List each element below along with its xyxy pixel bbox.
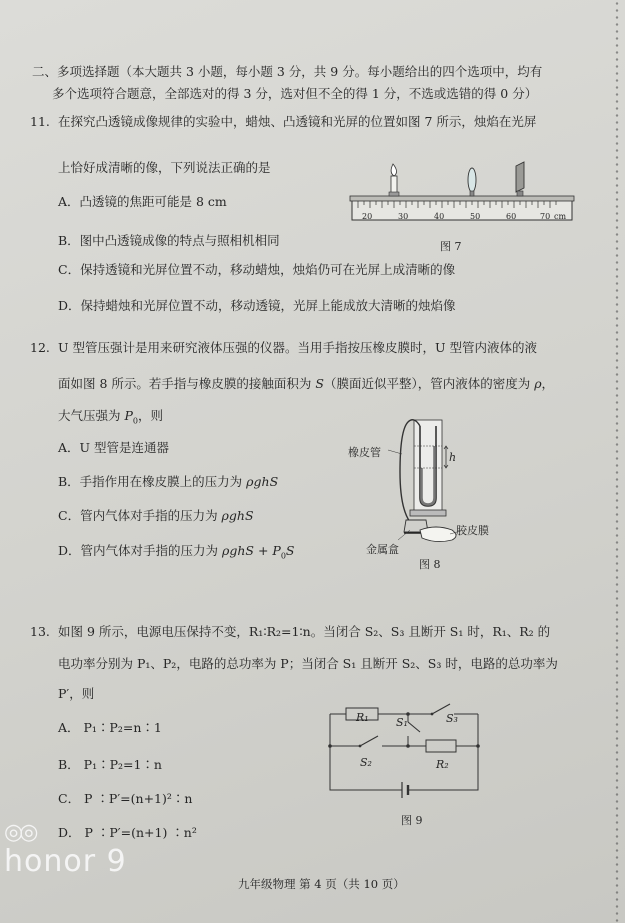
q12-stem-line2: 面如图 8 所示。若手指与橡皮膜的接触面积为 S（膜面近似平整），管内液体的密度为 ρ， bbox=[58, 376, 555, 391]
q12-option-a: A．U 型管是连通器 bbox=[58, 440, 170, 455]
screen-icon bbox=[516, 162, 524, 196]
label-rubber-tube: 橡皮管 bbox=[348, 446, 381, 459]
figure-9-caption: 图 9 bbox=[401, 814, 423, 827]
q13-stem-line1: 如图 9 所示，电源电压保持不变，R₁∶R₂=1∶n。当闭合 S₂、S₃ 且断开 S₁ 时，R₁、R₂ 的 bbox=[58, 624, 551, 639]
bench-tick-60: 60 bbox=[506, 212, 517, 221]
label-membrane: 胶皮膜 bbox=[456, 524, 489, 537]
bench-tick-20: 20 bbox=[362, 212, 373, 221]
q13-stem-line2: 电功率分别为 P₁、P₂，电路的总功率为 P；当闭合 S₁ 且断开 S₂、S₃ 时，电路的总功率为 bbox=[58, 656, 558, 671]
bench-tick-50: 50 bbox=[470, 212, 481, 221]
watermark-rings-icon: ◎◎ bbox=[4, 820, 35, 845]
camera-watermark bbox=[4, 820, 127, 878]
q11-option-d: D．保持蜡烛和光屏位置不动，移动透镜，光屏上能成放大清晰的烛焰像 bbox=[58, 298, 456, 313]
page-footer: 九年级物理 第 4 页（共 10 页） bbox=[238, 877, 405, 891]
label-h: h bbox=[449, 451, 457, 464]
figure-7-caption: 图 7 bbox=[440, 240, 462, 253]
q11-stem-line2: 上恰好成清晰的像，下列说法正确的是 bbox=[58, 160, 271, 175]
q12-option-d: D．管内气体对手指的压力为 $\rho ghS + P_0S$ bbox=[58, 543, 295, 561]
q13-stem-line3: P′，则 bbox=[58, 686, 95, 701]
q12-option-c: C．管内气体对手指的压力为 ρghS bbox=[58, 508, 254, 523]
circuit-label-s1: S₁ bbox=[396, 716, 408, 729]
candle-icon bbox=[389, 164, 399, 196]
q13-option-d: D． P ∶P′=(n+1) ∶n² bbox=[58, 825, 197, 840]
bench-tick-70: 70 bbox=[540, 212, 551, 221]
finger-icon bbox=[420, 527, 456, 542]
q12-stem-line1: U 型管压强计是用来研究液体压强的仪器。当用手指按压橡皮膜时，U 型管内液体的液 bbox=[58, 340, 538, 355]
q11-number: 11. bbox=[30, 114, 50, 129]
label-metal-box: 金属盒 bbox=[366, 543, 399, 556]
q11-option-c: C．保持透镜和光屏位置不动，移动蜡烛，烛焰仍可在光屏上成清晰的像 bbox=[58, 262, 456, 277]
q12-option-b: B．手指作用在橡皮膜上的压力为 ρghS bbox=[58, 474, 279, 489]
figure-7-optical-bench bbox=[348, 158, 576, 238]
q13-option-c: C． P ∶P′=(n+1)²∶n bbox=[58, 791, 193, 806]
section-title-line1: 二、多项选择题（本大题共 3 小题，每小题 3 分，共 9 分。每小题给出的四个选项中，均有 bbox=[32, 64, 543, 79]
bench-tick-30: 30 bbox=[398, 212, 409, 221]
q11-stem-line1: 在探究凸透镜成像规律的实验中，蜡烛、凸透镜和光屏的位置如图 7 所示，烛焰在光屏 bbox=[58, 114, 537, 129]
q11-option-a: A．凸透镜的焦距可能是 8 cm bbox=[58, 194, 227, 209]
q13-number: 13. bbox=[30, 624, 50, 639]
q12-number: 12. bbox=[30, 340, 50, 355]
circuit-label-s3: S₃ bbox=[446, 712, 458, 725]
bench-unit: cm bbox=[554, 212, 567, 221]
q11-option-b: B．图中凸透镜成像的特点与照相机相同 bbox=[58, 233, 280, 248]
watermark-brand: honor 9 bbox=[4, 844, 127, 879]
q13-option-b: B． P₁∶P₂=1∶n bbox=[58, 757, 162, 772]
circuit-label-r2: R₂ bbox=[436, 758, 449, 771]
circuit-label-r1: R₁ bbox=[356, 711, 369, 724]
binding-dotted-line bbox=[615, 0, 619, 923]
figure-8-caption: 图 8 bbox=[419, 558, 441, 571]
circuit-label-s2: S₂ bbox=[360, 756, 372, 769]
q13-option-a: A． P₁∶P₂=n∶1 bbox=[58, 720, 162, 735]
bench-tick-40: 40 bbox=[434, 212, 445, 221]
lens-icon bbox=[468, 168, 476, 196]
section-title-line2: 多个选项符合题意，全部选对的得 3 分，选对但不全的得 1 分，不选或选错的得 0 分） bbox=[52, 86, 538, 101]
q12-stem-line3: 大气压强为 $P_0$，则 bbox=[58, 408, 164, 426]
